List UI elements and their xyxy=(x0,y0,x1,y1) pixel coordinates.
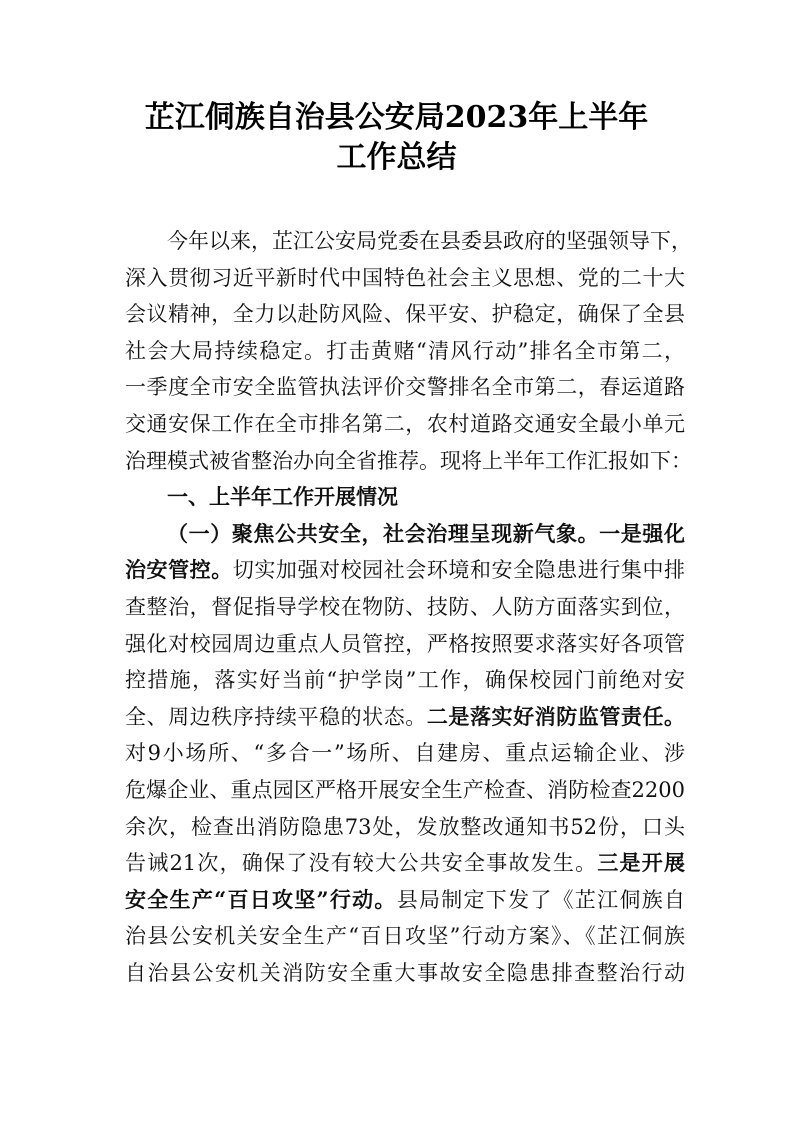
paragraph-text: 切实加强对校园社会环境和安全隐患进行集中排 xyxy=(232,558,686,583)
bold-phrase: 安全生产“百日攻坚”行动。 xyxy=(125,886,397,912)
paragraph-line: 自治县公安机关消防安全重大事故安全隐患排查整治行动 xyxy=(125,960,685,985)
paragraph-line: 强化对校园周边重点人员管控，严格按照要求落实好各项管 xyxy=(125,631,685,656)
intro-line: 交通安保工作在全市排名第二，农村道路交通安全最小单元 xyxy=(125,411,685,436)
document-title-line-1: 芷江侗族自治县公安局2023年上半年 xyxy=(144,100,649,135)
bold-phrase: 二是落实好消防监管责任。 xyxy=(426,703,686,729)
paragraph-text: 告诫21次，确保了没有较大公共安全事故发生。 xyxy=(125,851,598,876)
bold-phrase: 治安管控。 xyxy=(125,557,233,583)
paragraph-text: 县局制定下发了《芷江侗族自 xyxy=(396,887,685,912)
intro-line: 一季度全市安全监管执法评价交警排名全市第二，春运道路 xyxy=(125,375,685,400)
paragraph-line: 余次，检查出消防隐患73处，发放整改通知书52份，口头 xyxy=(125,814,685,839)
paragraph-line xyxy=(125,699,685,736)
paragraph-line: 危爆企业、重点园区严格开展安全生产检查、消防检查2200 xyxy=(125,777,685,802)
paragraph-line xyxy=(125,552,685,589)
intro-line: 今年以来，芷江公安局党委在县委县政府的坚强领导下， xyxy=(167,229,692,253)
paragraph-line: 对9小场所、“多合一”场所、自建房、重点运输企业、涉 xyxy=(125,741,685,766)
section-heading: 一、上半年工作开展情况 xyxy=(167,485,398,510)
intro-line: 社会大局持续稳定。打击黄赌“清风行动”排名全市第二， xyxy=(125,338,685,363)
paragraph-line: 治县公安机关安全生产“百日攻坚”行动方案》、《芷江侗族 xyxy=(125,924,685,949)
intro-line: 深入贯彻习近平新时代中国特色社会主义思想、党的二十大 xyxy=(125,265,685,290)
bold-phrase: 三是开展 xyxy=(597,850,685,876)
paragraph-line: 查整治，督促指导学校在物防、技防、人防方面落实到位， xyxy=(125,594,685,619)
document-body xyxy=(125,223,692,991)
paragraph-line xyxy=(125,845,685,882)
intro-line: 治理模式被省整治办向全省推荐。现将上半年工作汇报如下： xyxy=(125,448,692,473)
intro-line: 会议精神，全力以赴防风险、保平安、护稳定，确保了全县 xyxy=(125,302,685,327)
document-title-line-2: 工作总结 xyxy=(336,140,457,175)
subsection-heading-line: （一）聚焦公共安全，社会治理呈现新气象。一是强化 xyxy=(167,520,685,546)
paragraph-line xyxy=(125,882,685,919)
paragraph-line: 控措施，落实好当前“护学岗”工作，确保校园门前绝对安 xyxy=(125,668,685,693)
paragraph-text: 全、周边秩序持续平稳的状态。 xyxy=(125,704,427,729)
